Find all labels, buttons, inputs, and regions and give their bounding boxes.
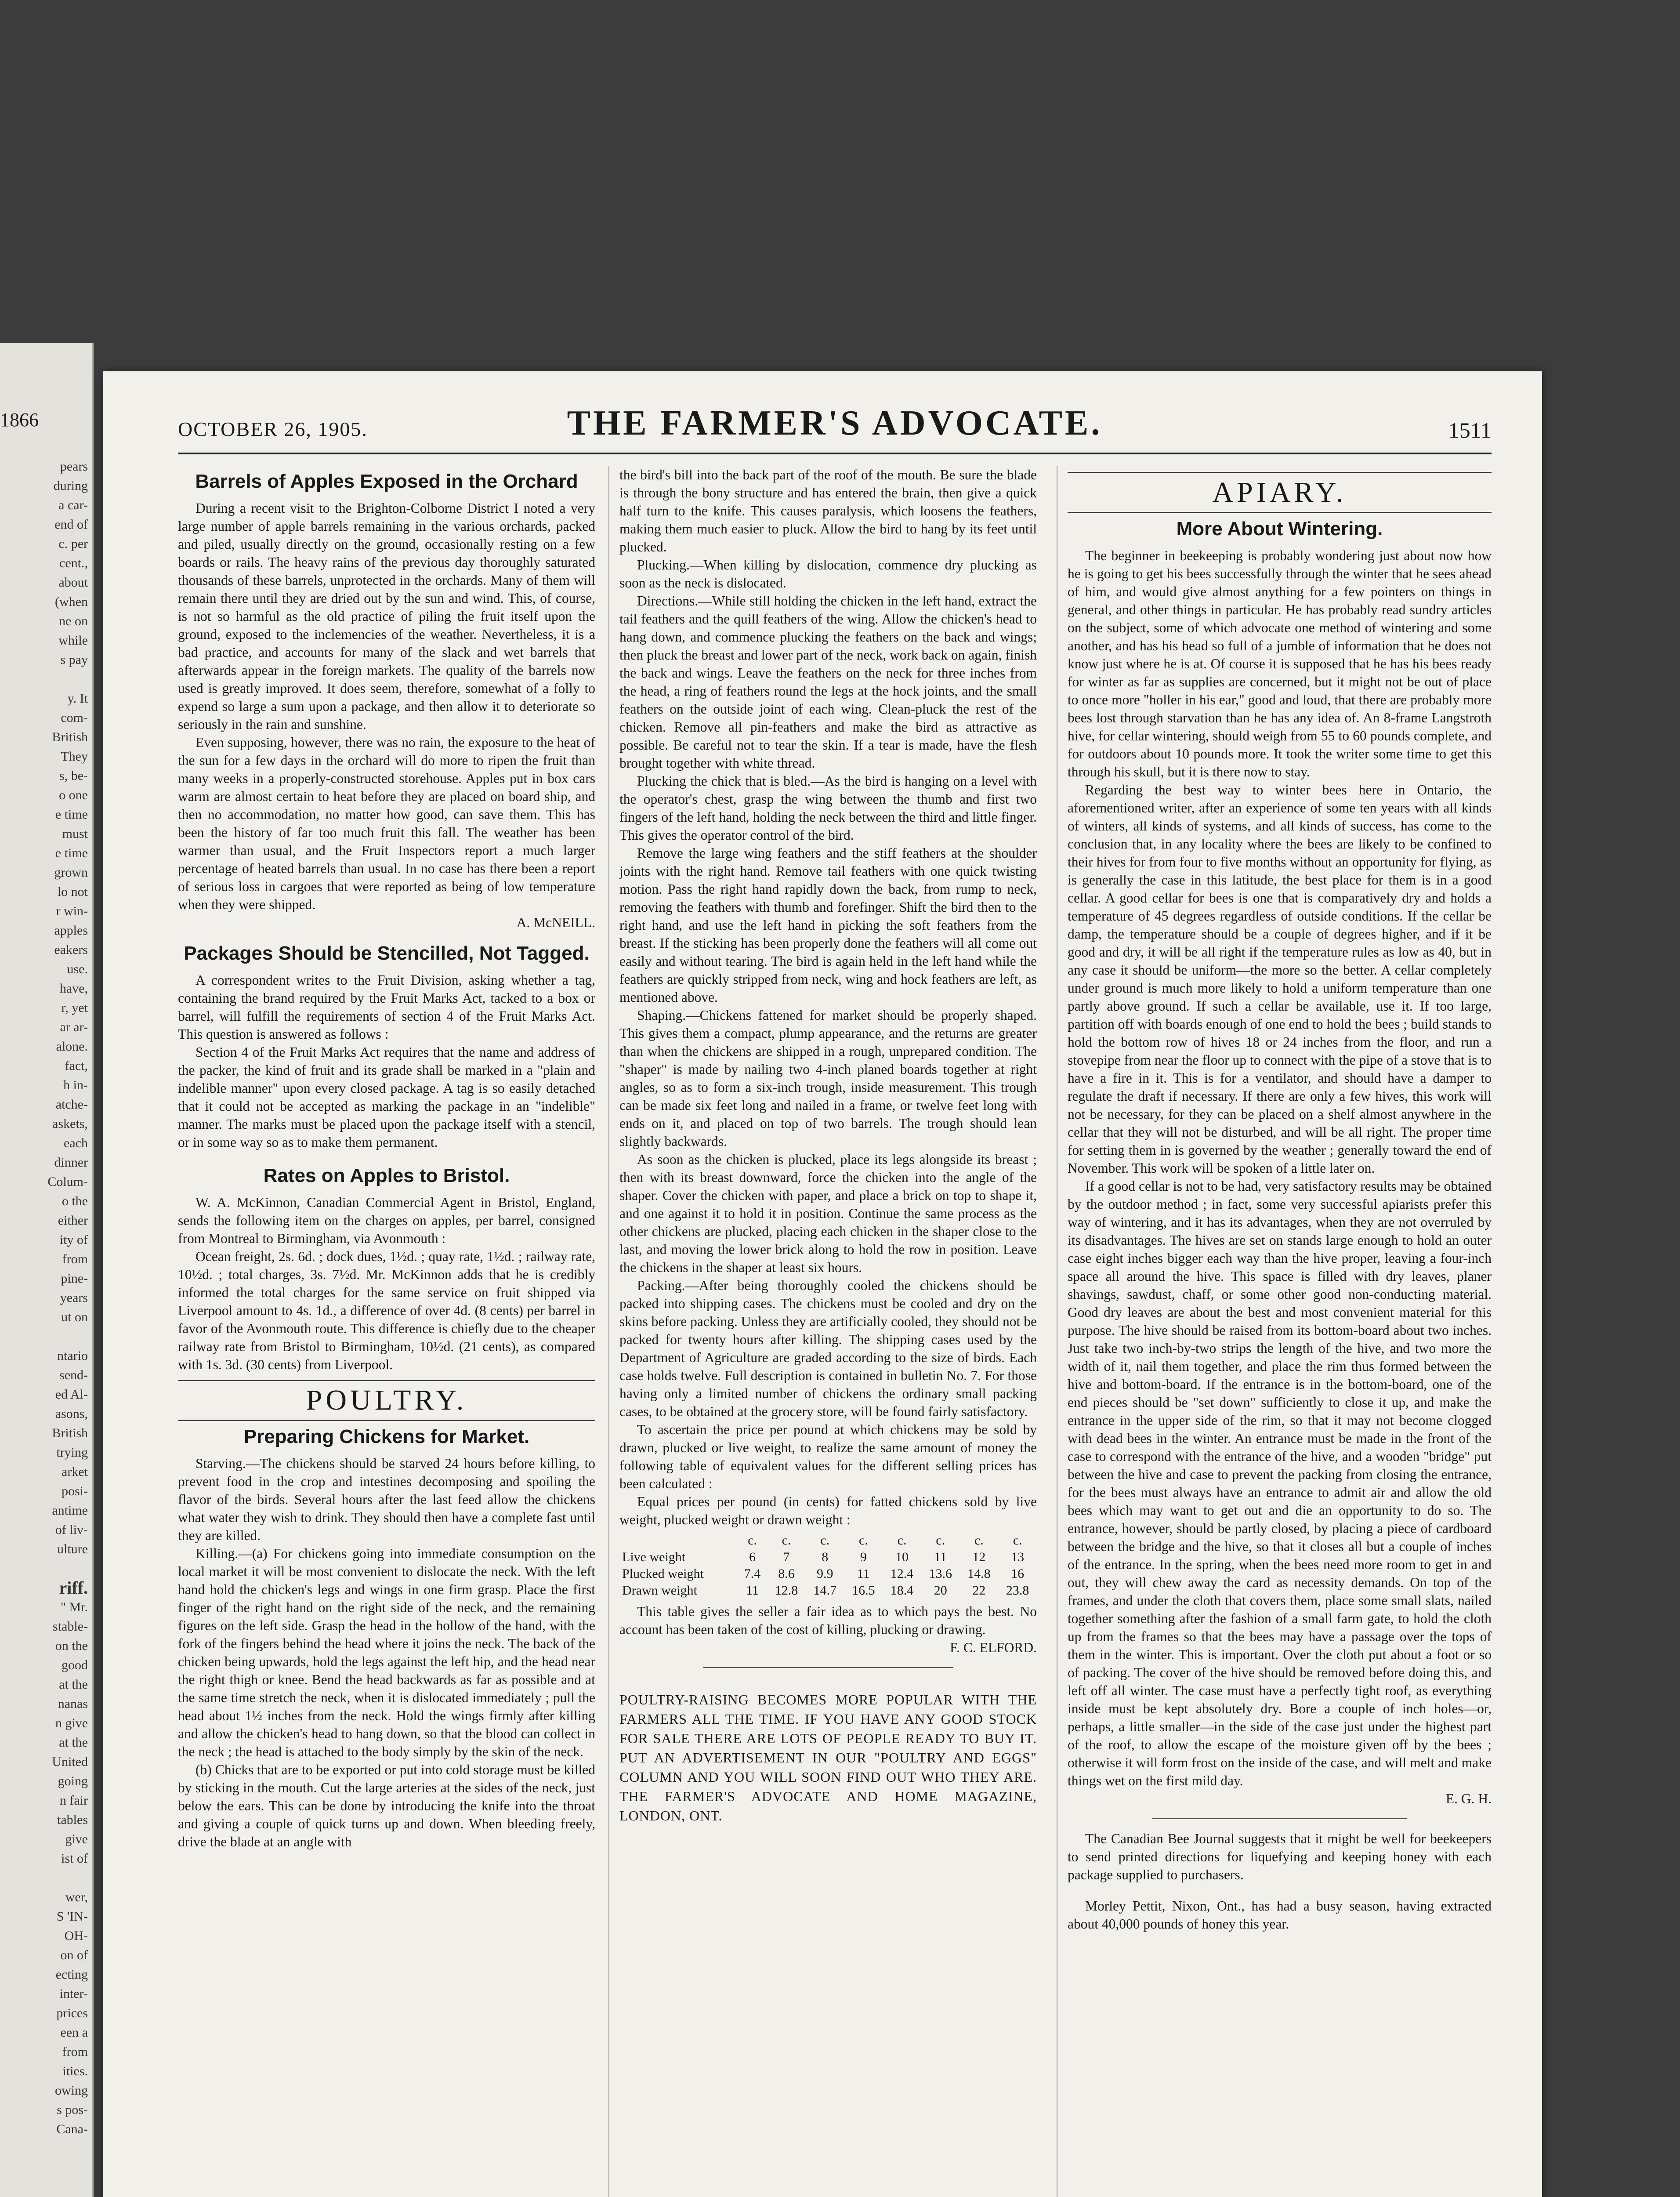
price-table-header xyxy=(619,1532,1037,1549)
table-cell: 16 xyxy=(1011,1566,1025,1581)
table-cell: c. xyxy=(1013,1533,1022,1548)
facing-page-line: askets, xyxy=(52,1117,88,1131)
facing-page-line: asons, xyxy=(55,1407,88,1421)
facing-page-line: apples xyxy=(54,923,88,938)
facing-page-line: " Mr. xyxy=(60,1600,88,1614)
page-number: 1511 xyxy=(1448,418,1492,442)
article-heading: Rates on Apples to Bristol. xyxy=(263,1165,510,1186)
table-cell: c. xyxy=(782,1533,791,1548)
facing-page-line: s pos- xyxy=(57,2103,88,2117)
facing-page-line: ities. xyxy=(62,2064,88,2078)
facing-page-line: atche- xyxy=(55,1097,88,1112)
facing-page-line: at the xyxy=(59,1735,88,1750)
facing-page-line xyxy=(0,1868,88,1888)
table-cell: 8 xyxy=(822,1550,829,1564)
facing-page-number: 1866 xyxy=(0,409,39,431)
article-paragraph: The beginner in beekeeping is probably wondering just about now how he is going to get his bees successfully through the winter that he sees ahead of him, and would give almost anything for a few pointers on things in general, and other things in particular. He has probably read sundry articles on the subject, some of which advocate one method of wintering and some another, and has his head so full of a jumble of information that he does not know just where he is at. Of course it is supposed that he has his bees ready for winter as far as supplies are concerned, but it might not be out of place to once more "holler in his ear," good and loud, that there are probably more bees lost through starvation than he has any idea of. An 8-frame Langstroth hive, for cellar wintering, should weigh from 55 to 60 pounds complete, and for outdoors about 10 pounds more. It took the writer some time to get this through his skull, but it is there now to stay. xyxy=(1068,548,1492,779)
article-paragraph: A correspondent writes to the Fruit Division, asking whether a tag, containing the brand required by the Fruit Marks Act, tacked to a box or barrel, will fulfill the requirements of section 4 of the Fruit Marks Act. This question is answered as follows : xyxy=(178,972,595,1042)
facing-page-line: British xyxy=(52,1426,88,1440)
facing-page-line: give xyxy=(65,1832,88,1846)
facing-page-line: alone. xyxy=(56,1039,88,1054)
article-paragraph: Remove the large wing feathers and the stiff feathers at the shoulder joints with the right hand. Remove tail feathers with one quick twisting motion. Pass the right hand rapidly down the back, from rump to neck, removing the feathers with thumb and forefinger. Shift the bird then to the right hand, and use the left hand in picking the soft feathers from the breast. If the sticking has been properly done the feathers will all come out easily and without tearing. The bird is again held in the left hand while the feathers are quickly stripped from neck, wing and hock feathers are left, as mentioned above. xyxy=(619,845,1037,1005)
facing-page-line xyxy=(0,670,88,689)
facing-page-line: Colum- xyxy=(47,1175,88,1189)
facing-page-line xyxy=(0,1327,88,1346)
facing-page-line: e time xyxy=(55,846,88,860)
table-cell: c. xyxy=(974,1533,984,1548)
facing-page-line: ar ar- xyxy=(60,1020,88,1034)
article-paragraph: Regarding the best way to winter bees here in Ontario, the aforementioned writer, after an experience of some ten years with all kinds of winters, all kinds of systems, and all kinds of success, has come to the conclusion that, in any locality where the bees are likely to be confined to their hives for from four to five months without an opportunity for flying, as is generally the case in this latitude, the best place for them is in a good cellar. A good cellar for bees is one that is comparatively dry and holds a temperature of 45 degrees regardless of outside conditions. If the cellar be damp, the temperature should be a couple of degrees higher, and if it be good and dry, it will be all right if the temperature rules as low as 40, but in any case it should be uniform—the more so the better. A cellar completely under ground is much more likely to hold a uniform temperature than one partly above ground. If such a cellar be available, use it. If too large, partition off with boards enough of one end to hold the bees ; build stands to hold the bottom row of hives 18 or 24 inches from the floor, and run a stovepipe from near the floor up to connect with the pipe of a stove that is to have a fire in it. This is for a ventilator, and should have a damper to regulate the draft if necessary. If there are only a few hives, this work will not be necessary, for they can be placed on a shelf almost anywhere in the cellar that they will not be disturbed, and will be all right. The proper time for setting them in is governed by the weather ; generally toward the end of November. This work will be spoken of a little later on. xyxy=(1068,782,1492,1176)
table-cell: c. xyxy=(748,1533,757,1548)
column-rule xyxy=(608,466,609,2197)
facing-page-line: British xyxy=(52,730,88,744)
facing-page-text xyxy=(0,457,88,2197)
price-table xyxy=(619,1532,1037,1599)
article-paragraph: Equal prices per pound (in cents) for fatted chickens sold by live weight, plucked weight or drawn weight : xyxy=(619,1494,1037,1527)
table-cell: 14.8 xyxy=(967,1566,991,1581)
facing-page-line: o the xyxy=(62,1194,88,1208)
table-cell: 23.8 xyxy=(1006,1583,1029,1598)
facing-page-line: ed Al- xyxy=(55,1387,88,1402)
facing-page-line: on of xyxy=(60,1948,88,1962)
facing-page-strip xyxy=(0,343,94,2197)
article-heading: Barrels of Apples Exposed in the Orchard xyxy=(195,471,578,492)
facing-page-line: dinner xyxy=(54,1155,88,1170)
facing-page-line: use. xyxy=(67,962,88,976)
facing-page-line: have, xyxy=(59,981,88,996)
facing-page-line: antime xyxy=(52,1503,88,1518)
article-signature: F. C. ELFORD. xyxy=(950,1640,1037,1655)
column-3 xyxy=(1068,466,1492,2197)
facing-page-line: from xyxy=(62,1252,88,1266)
facing-page-line: must xyxy=(62,827,88,841)
article-paragraph: (b) Chicks that are to be exported or put into cold storage must be killed by sticking in the mouth. Cut the large arteries at the sides of the neck, just below the ears. This can be done by introducing the knife into the throat and giving a couple of quick turns up and down. When bleeding freely, drive the blade at an angle with xyxy=(178,1762,595,1849)
table-cell: 13.6 xyxy=(929,1566,952,1581)
facing-page-line: posi- xyxy=(62,1484,88,1498)
table-cell: 11 xyxy=(746,1583,759,1598)
table-cell: 18.4 xyxy=(890,1583,914,1598)
facing-page-line: going xyxy=(58,1774,88,1788)
article-paragraph: The Canadian Bee Journal suggests that it might be well for beekeepers to send printed directions for liquefying and keeping honey with each package supplied to purchasers. xyxy=(1068,1831,1492,1882)
facing-page-line: either xyxy=(58,1213,88,1228)
column-1 xyxy=(178,466,595,2197)
issue-date: OCTOBER 26, 1905. xyxy=(178,418,368,440)
facing-page-line: riff. xyxy=(59,1578,88,1598)
facing-page-line: They xyxy=(61,749,88,764)
section-heading-poultry: POULTRY. xyxy=(178,1380,595,1421)
article-paragraph: If a good cellar is not to be had, very satisfactory results may be obtained by the outdoor method ; in fact, some very successful apiarists prefer this way of wintering, and it has its advantages, when they are not overruled by its disadvantages. The hives are set on stands large enough to hold an outer case eight inches bigger each way than the hive proper, leaving a four-inch space all around the hive. This space is filled with dry leaves, planer shavings, sawdust, chaff, or some other good non-conducting material. Good dry leaves are about the best and most convenient material for this purpose. The hive should be raised from its bottom-board about two inches. Just take two inch-by-two strips the length of the hive, and two more the width of it, nail them together, and place the rim thus formed between the hive and bottom-board. If the entrance is in the bottom-board, one of the end pieces should be "set down" sufficiently to close it up, and make the entrance in the upper side of the rim, so that it may not become clogged with dead bees in the winter. An entrance must be made in the front of the case to correspond with the entrance of the hive, and a wooden "bridge" put between the hive and case to prevent the packing from closing the entrance, for the bees must always have an entrance to admit air and allow the old bees which may want to get out and die an opportunity to do so. The entrance, however, should be partly closed, by placing a piece of cardboard between the bridge and the hive, so that it closes all but a couple of inches of the entrance. In the spring, when the bees need more room to get in and out, they will chew away the card as necessity demands. On top of the frames, and under the cloth that covers them, place some small slats, nailed together something after the fashion of a small farm gate, to hold the cloth up from the frames so that the bees may have a passage over the tops of them in the winter. This is important. Over the cloth put about a foot or so of packing. The cover of the hive should be removed before doing this, and left off all winter. The case must have a perfectly tight roof, as everything inside must be kept absolutely dry. Bore a couple of inch holes—or, perhaps, a little smaller—in the side of the case just under the highest part of the roof, to allow the escape of the moisture given off by the bees ; otherwise it will form frost on the inside of the case, and will melt and make things wet on the first mild day. xyxy=(1068,1178,1492,1788)
facing-page-line: from xyxy=(62,2045,88,2059)
facing-page-line: r, yet xyxy=(61,1001,88,1015)
facing-page-line: Cana- xyxy=(56,2122,88,2136)
facing-page-line: fact, xyxy=(65,1059,88,1073)
table-row xyxy=(619,1549,1037,1566)
facing-page-line: during xyxy=(53,479,88,493)
section-heading-apiary: APIARY. xyxy=(1068,472,1492,513)
table-cell: 12 xyxy=(972,1550,986,1564)
facing-page-line: een a xyxy=(60,2025,88,2040)
table-cell: 9.9 xyxy=(816,1566,833,1581)
newspaper-page xyxy=(103,371,1542,2197)
facing-page-line: wer, xyxy=(65,1890,88,1904)
article-paragraph: During a recent visit to the Brighton-Colborne District I noted a very large number of apple barrels remaining in the various orchards, packed and piled, usually directly on the ground, occasionally resting on a few boards or rails. The heavy rains of the previous day thoroughly saturated thousands of these barrels, unprotected in the orchards. Many of them will remain there until they are dried out by the sun and wind. This, of course, is not so harmful as the old practice of piling the fruit itself upon the ground, exposed to the inclemencies of the weather. Nevertheless, it is a bad practice, and accounts for many of the slack and wet barrels that afterwards appear in the foreign markets. The quality of the barrels now used is greatly improved. It does seem, therefore, somewhat of a folly to expend so large a sum upon a package, and then allow it to deteriorate so seriously in the rain and sunshine. xyxy=(178,500,595,732)
article-paragraph: Ocean freight, 2s. 6d. ; dock dues, 1½d. ; quay rate, 1½d. ; railway rate, 10½d. ; total charges, 3s. 7½d. Mr. McKinnon adds that he is credibly informed the total charges for the same service on fruit shipped via Liverpool amount to 4s. 1d., a difference of over 4d. (8 cents) per barrel in favor of the Avonmouth route. This difference is chiefly due to the cheaper railway rate from Bristol to Birmingham, 10½d. (21 cents), as compared with 1s. 3d. (30 cents) from Liverpool. xyxy=(178,1249,595,1372)
article-heading: Preparing Chickens for Market. xyxy=(243,1426,530,1447)
facing-page-line: tables xyxy=(57,1813,88,1827)
table-cell: c. xyxy=(820,1533,830,1548)
facing-page-line: each xyxy=(64,1136,88,1150)
table-cell: 12.8 xyxy=(775,1583,798,1598)
table-cell: Live weight xyxy=(622,1550,686,1564)
facing-page-line: pears xyxy=(60,459,88,474)
facing-page-line: ntario xyxy=(57,1349,88,1363)
table-cell: Drawn weight xyxy=(622,1583,697,1598)
facing-page-line: cent., xyxy=(59,556,88,570)
facing-page-line: at the xyxy=(59,1677,88,1692)
facing-page-line: n give xyxy=(55,1716,88,1730)
facing-page-line: send- xyxy=(59,1368,88,1382)
article-paragraph: W. A. McKinnon, Canadian Commercial Agent in Bristol, England, sends the following item on the charges on apples, per barrel, consigned from Montreal to Birmingham, via Avonmouth : xyxy=(178,1195,595,1246)
facing-page-line: years xyxy=(60,1291,88,1305)
facing-page-line: about xyxy=(58,575,88,590)
facing-page-line: end of xyxy=(54,517,88,532)
masthead-title: THE FARMER'S ADVOCATE. xyxy=(567,404,1103,442)
facing-page-line: c. per xyxy=(58,537,88,551)
facing-page-line: e time xyxy=(55,807,88,822)
facing-page-line: owing xyxy=(55,2083,88,2098)
facing-page-line xyxy=(0,2139,88,2158)
article-paragraph: This table gives the seller a fair idea as to which pays the best. No account has been taken of the cost of killing, plucking or drawing. xyxy=(619,1604,1037,1637)
facing-page-line: good xyxy=(62,1658,88,1672)
divider xyxy=(703,1667,953,1668)
facing-page-line: n fair xyxy=(59,1793,88,1808)
article-paragraph: Even supposing, however, there was no rain, the exposure to the heat of the sun for a few days in the orchard will do more to ripen the fruit than many weeks in a properly-constructed storehouse. Apples put in box cars warm are almost certain to heat before they are placed on board ship, and then no accommodation, no matter how good, can save them. This has been the history of far too much fruit this fall. The weather has been warmer than usual, and the Fruit Inspectors report a much larger percentage of heated barrels than usual. In no case has there been a report of serious loss in cargoes that were reported as being of low temperature when they were shipped. xyxy=(178,735,595,912)
article-paragraph: Packing.—After being thoroughly cooled the chickens should be packed into shipping cases. The chickens must be cooled and dry on the skins before packing. Unless they are artificially cooled, they should not be packed for twenty hours after killing. The shipping cases used by the Department of Agriculture are graded according to the size of birds. Each case holds twelve. Full description is contained in bulletin No. 7. For those having only a limited number of chickens the ordinary small packing cases, to be obtained at the grocery store, will be found fairly satisfactory. xyxy=(619,1278,1037,1419)
facing-page-line xyxy=(0,2158,88,2178)
table-cell: 20 xyxy=(934,1583,947,1598)
table-cell: Plucked weight xyxy=(622,1566,704,1581)
facing-page-line: ist of xyxy=(61,1851,88,1866)
table-cell: 8.6 xyxy=(778,1566,795,1581)
table-cell: c. xyxy=(936,1533,945,1548)
facing-page-line: OH- xyxy=(64,1929,88,1943)
article-paragraph: Shaping.—Chickens fattened for market should be properly shaped. This gives them a compact, plump appearance, and the returns are greater than when the chickens are shipped in a rough, unprepared condition. The "shaper" is made by nailing two 4-inch planed boards together at right angles, so as to form a six-inch trough, inside measurement. This trough can be made six feet long and nailed in a frame, or twelve feet long with ends on it, and placed on top of two barrels. The trough should lean slightly backwards. xyxy=(619,1008,1037,1149)
facing-page-line: ne on xyxy=(59,614,88,628)
table-cell: c. xyxy=(858,1533,868,1548)
article-paragraph: To ascertain the price per pound at which chickens may be sold by drawn, plucked or live weight, to realize the same amount of money the following table of equivalent values for the different selling prices has been calculated : xyxy=(619,1422,1037,1491)
article-heading: More About Wintering. xyxy=(1176,518,1383,540)
table-row xyxy=(619,1566,1037,1582)
page-header xyxy=(178,400,1492,454)
table-cell: 10 xyxy=(895,1550,909,1564)
facing-page-line: ecting xyxy=(55,1967,88,1982)
facing-page-line: (when xyxy=(55,595,88,609)
facing-page-line: s, be- xyxy=(59,769,88,783)
facing-page-line: United xyxy=(52,1755,88,1769)
article-paragraph: As soon as the chicken is plucked, place its legs alongside its breast ; then with its breast downward, force the chicken into the angle of the shaper. Cover the chicken with paper, and place a brick on top to shape it, and one against it to hold it in position. Continue the same process as the other chickens are plucked, placing each chicken in the shaper close to the last, and moving the lower brick along to hold the row in position. Leave the chickens in the shaper at least six hours. xyxy=(619,1152,1037,1275)
facing-page-line: h in- xyxy=(63,1078,88,1092)
facing-page-line: S 'IN- xyxy=(56,1909,88,1924)
table-cell: 16.5 xyxy=(852,1583,875,1598)
facing-page-line: nanas xyxy=(58,1697,88,1711)
facing-page-line: ut on xyxy=(61,1310,88,1324)
article-paragraph: Plucking the chick that is bled.—As the bird is hanging on a level with the operator's chest, grasp the wing between the thumb and first two fingers of the left hand, holding the neck between the third and little finger. This gives the operator control of the bird. xyxy=(619,773,1037,843)
table-cell: 14.7 xyxy=(813,1583,836,1598)
table-cell: 7.4 xyxy=(744,1566,761,1581)
column-2 xyxy=(619,466,1037,2197)
facing-page-line: ulture xyxy=(57,1542,88,1556)
table-cell xyxy=(619,1532,738,1549)
article-paragraph: Starving.—The chickens should be starved 24 hours before killing, to prevent food in the crop and intestines decomposing and spoiling the flavor of the birds. Several hours after the last feed allow the chickens what water they wish to drink. They should then have a complete fast until they are killed. xyxy=(178,1456,595,1543)
facing-page-line: com- xyxy=(61,711,88,725)
facing-page-line: grown xyxy=(54,865,88,880)
table-cell: 22 xyxy=(972,1583,986,1598)
facing-page-line xyxy=(0,1559,88,1578)
article-signature: E. G. H. xyxy=(1445,1791,1492,1806)
facing-page-line: inter- xyxy=(59,1987,88,2001)
facing-page-line: ity of xyxy=(59,1233,88,1247)
facing-page-line: on the xyxy=(55,1639,88,1653)
article-paragraph: Plucking.—When killing by dislocation, commence dry plucking as soon as the neck is dislocated. xyxy=(619,557,1037,591)
facing-page-line: lo not xyxy=(57,885,88,899)
facing-page-line: eakers xyxy=(54,943,88,957)
facing-page-line: o one xyxy=(59,788,88,802)
facing-page-line: while xyxy=(58,633,88,648)
article-signature: A. McNEILL. xyxy=(516,915,595,930)
facing-page-line: prices xyxy=(56,2006,88,2020)
facing-page-line: s pay xyxy=(60,653,88,667)
table-cell: 13 xyxy=(1011,1550,1025,1564)
facing-page-line: trying xyxy=(56,1445,88,1460)
facing-page-line: stable- xyxy=(53,1619,88,1634)
table-cell: 11 xyxy=(934,1550,947,1564)
article-paragraph: Killing.—(a) For chickens going into immediate consumption on the local market it will be most convenient to dislocate the neck. With the left hand hold the chicken's legs and wings in one firm grasp. Place the first finger of the right hand on the right side of the neck, and the remaining figures on the left side. Grasp the head in the hollow of the hand, with the fork of the fingers behind the head where it joins the neck. The back of the chicken being upwards, hold the legs against the left hip, and the head near the right thigh or knee. Bend the head backwards as far as possible and at the same time stretch the neck, when it is dislocated immediately ; pull the head about 1½ inches from the neck. Hold the wings firmly after killing and allow the chicken's head to hang down, so that the blood can collect in the neck ; the head is attached to the body simply by the skin of the neck. xyxy=(178,1546,595,1759)
table-cell: 7 xyxy=(783,1550,790,1564)
article-paragraph: the bird's bill into the back part of the roof of the mouth. Be sure the blade is through the bony structure and has entered the brain, then give a quick half turn to the knife. This causes paralysis, which loosens the feathers, making them much easier to pluck. Allow the bird to hang by its feet until plucked. xyxy=(619,467,1037,555)
advertising-notice: POULTRY-RAISING BECOMES MORE POPULAR WITH THE FARMERS ALL THE TIME. IF YOU HAVE ANY GOOD STOCK FOR SALE THERE ARE LOTS OF PEOPLE READY TO BUY IT. PUT AN ADVERTISEMENT IN OUR "POULTRY AND EGGS" COLUMN AND YOU WILL SOON FIND OUT WHO THEY ARE. THE FARMER'S ADVOCATE AND HOME MAGAZINE, LONDON, ONT. xyxy=(619,1692,1037,1824)
table-row xyxy=(619,1582,1037,1599)
article-paragraph: Section 4 of the Fruit Marks Act requires that the name and address of the packer, the kind of fruit and its grade shall be marked in a "plain and indelible manner" upon every closed package. A tag is so easily detached that it could not be accepted as marking the package in an "indelible" manner. The marks must be placed upon the package itself with a stencil, or in some way so as to make them permanent. xyxy=(178,1044,595,1150)
facing-page-line: of liv- xyxy=(55,1523,88,1537)
article-heading: Packages Should be Stencilled, Not Tagged. xyxy=(184,943,590,964)
divider xyxy=(1152,1818,1407,1819)
article-paragraph: Directions.—While still holding the chicken in the left hand, extract the tail feathers and the quill feathers of the wing. Allow the chicken's head to hang down, and commence plucking the feathers on the back and wings; then pluck the breast and lower part of the neck, work back on again, finish the back and wings. Leave the feathers on the neck for three inches from the head, a ring of feathers round the legs at the hock joints, and the small feathers on the outside joint of each wing. Clean-pluck the rest of the chicken. Remove all pin-feathers and make the bird as attractive as possible. Be careful not to tear the skin. If a tear is made, have the flesh brought together with white thread. xyxy=(619,593,1037,771)
table-cell: 6 xyxy=(749,1550,756,1564)
facing-page-line: a car- xyxy=(58,498,88,512)
table-cell: 12.4 xyxy=(890,1566,914,1581)
facing-page-line: arket xyxy=(62,1465,88,1479)
facing-page-line: y. It xyxy=(67,691,88,706)
facing-page-line: pine- xyxy=(61,1271,88,1286)
facing-page-line: r win- xyxy=(56,904,88,918)
table-cell: 11 xyxy=(857,1566,870,1581)
table-cell: c. xyxy=(897,1533,907,1548)
article-paragraph: Morley Pettit, Nixon, Ont., has had a busy season, having extracted about 40,000 pounds of honey this year. xyxy=(1068,1898,1492,1932)
table-cell: 9 xyxy=(860,1550,867,1564)
facing-page-line xyxy=(0,2178,88,2197)
